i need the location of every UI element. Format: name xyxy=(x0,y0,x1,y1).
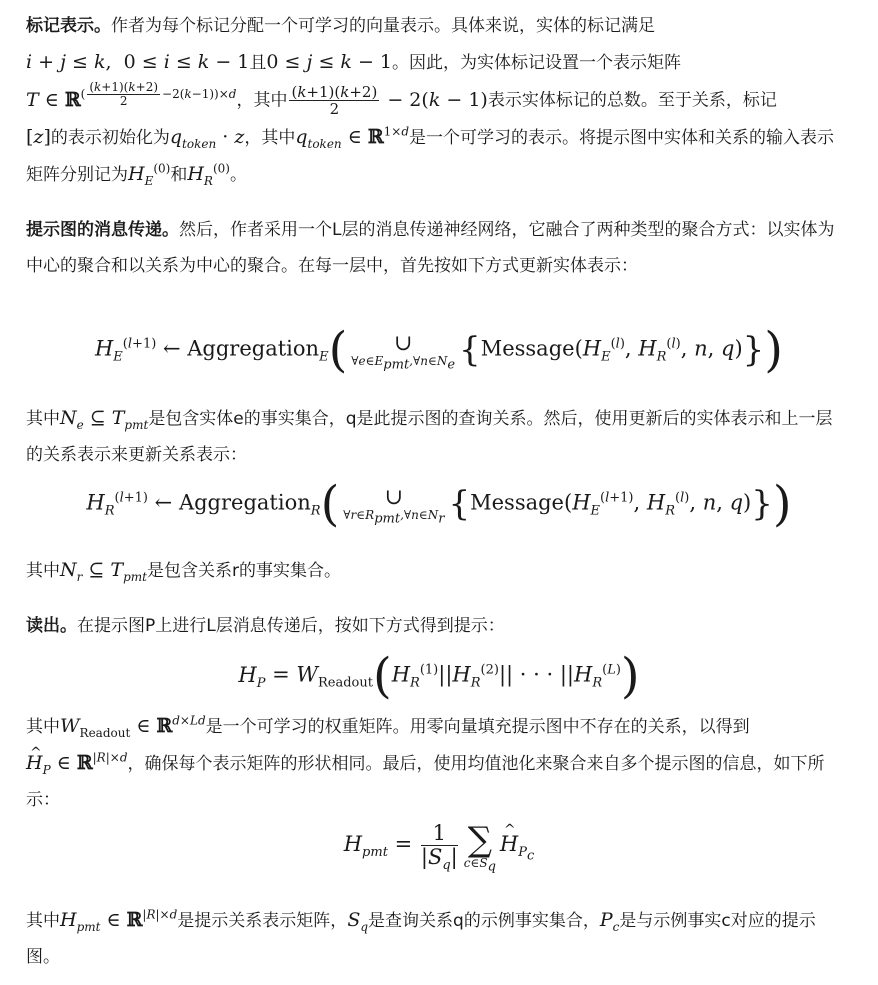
text: 是提示关系表示矩阵， xyxy=(177,911,348,931)
text: 是查询关系q的示例事实集合， xyxy=(368,911,600,931)
message-label: Message xyxy=(470,490,564,515)
text: 其中 xyxy=(26,717,60,737)
entity-set-paragraph xyxy=(26,400,846,473)
text: 是一个可学习的权重矩阵。用零向量填充提示图中不存在的关系，以得到 xyxy=(205,717,750,737)
math-inline: $N_r$ ⊆ $T_{pmt}$ xyxy=(60,559,147,584)
math-inline: T ∈ ℝ$^{( \frac{(k+1)(k+2)}{2} -2(k-1))\times d}$ xyxy=(26,80,237,111)
math-inline: i + j ≤ k, 0 ≤ i ≤ k − 1 xyxy=(26,51,250,73)
text: 和 xyxy=(170,164,188,185)
math-inline: $S_q$ xyxy=(347,909,369,934)
text: 是包含实体e的事实集合，q是此提示图的查询关系。然后，使用更新后的实体表示和上一层的关系表示来更新关系表示： xyxy=(26,409,833,465)
math-inline: $H_E^{(0)}$ xyxy=(128,161,171,188)
math-inline: $H_R^{(0)}$ xyxy=(187,161,230,188)
math-inline: $H_{pmt}$ ∈ ℝ$^{|R|\times d}$ xyxy=(60,907,178,934)
text: 然后，作者采用一个L层的消息传递神经网络，它融合了两种类型的聚合方式：以实体为中心的聚合和以关系为中心的聚合。在每一层中，首先按如下方式更新实体表示： xyxy=(26,220,835,276)
equation-relation-update: $H_R^{(l+1)}$ ← Aggregation$_R$( ∪ $\forall r\in R_{pmt},\forall n\in N_r$ {$Message(H_E^{(l+1)}$, $H_R^{(l)}$, n, q)}) xyxy=(86,476,792,532)
text: 其中 xyxy=(26,911,60,931)
equation-pooling: $H_{pmt}$ = $\frac{1}{|S_q|}$ ∑ $c\in S_q$ ^ $H_{P_c}$ xyxy=(0,822,878,869)
text: 是一个可学习的表示。将提示图中实体和关系的输入表示矩阵分别记为 xyxy=(26,127,834,185)
readout-heading: 读出。 xyxy=(26,616,77,636)
aggregation-label: Aggregation xyxy=(178,490,311,515)
math-inline: $W_{Readout}$ ∈ ℝ$^{d\times Ld}$ xyxy=(60,713,206,740)
union-op: ∪ xyxy=(384,485,404,510)
text: 。 xyxy=(229,164,247,185)
text: ，确保每个表示矩阵的形状相同。最后，使用均值池化来聚合来自多个提示图的信息，如下所示： xyxy=(26,754,825,810)
text: 。因此，为实体标记设置一个表示矩阵 xyxy=(392,53,682,73)
pooling-paragraph xyxy=(26,902,846,975)
equation-readout: $H_P = W_{Readout}(H_R^{(1)}||H_R^{(2)}||$ · · · $||H_R^{(L)}$) xyxy=(238,648,640,704)
aggregation-label: Aggregation xyxy=(187,336,320,361)
text: 且 xyxy=(249,53,267,73)
text: 在提示图P上进行L层消息传递后，按如下方式得到提示： xyxy=(77,616,505,636)
text: 表示实体标记的总数。至于关系，标记 xyxy=(487,90,777,111)
union-limit: ∀r∈R xyxy=(343,508,375,522)
message-label: Message xyxy=(480,336,575,361)
union-limit: ∀e∈E xyxy=(351,354,384,368)
math-inline: $q_{token}$ ∈ ℝ$^{1\times d}$ xyxy=(295,124,409,151)
math-inline: $q_{token} \cdot z$ xyxy=(169,125,245,151)
text: 其中 xyxy=(26,409,60,429)
text: 作者为每个标记分配一个可学习的向量表示。具体来说，实体的标记满足 xyxy=(111,16,655,36)
readout-subscript: Readout xyxy=(317,675,373,691)
relation-set-paragraph xyxy=(26,552,846,589)
union-op: ∪ xyxy=(393,331,413,356)
text: 是包含关系r的事实集合。 xyxy=(146,561,341,581)
text: ，其中 xyxy=(236,90,288,111)
math-inline: ^ $H_P$ ∈ ℝ$^{|R|\times d}$ xyxy=(26,752,128,774)
message-heading: 提示图的消息传递。 xyxy=(26,220,179,240)
token-heading: 标记表示。 xyxy=(26,16,111,36)
weight-paragraph xyxy=(26,708,846,818)
readout-paragraph xyxy=(26,608,846,644)
text: ，其中 xyxy=(244,127,296,148)
sum-op: ∑ xyxy=(467,819,492,860)
math-inline: $N_e$ ⊆ $T_{pmt}$ xyxy=(60,407,149,432)
equation-entity-update: $H_E^{(l+1)}$ ← Aggregation$_E$( ∪ $\forall e\in E_{pmt},\forall n\in N_e$ {$Message(H_E^{(l)}$, $H_R^{(l)}$, n, q)}) xyxy=(94,322,784,378)
message-paragraph xyxy=(26,212,846,284)
math-inline: $\frac{(k+1)(k+2)}{2}$ − 2(k − 1) xyxy=(291,82,488,119)
math-inline: [z] xyxy=(26,125,51,148)
text: 是与示例事实c对应的提示图。 xyxy=(26,911,816,967)
token-paragraph xyxy=(26,8,846,193)
text: 的表示初始化为 xyxy=(50,127,170,148)
text: 其中 xyxy=(26,561,60,581)
math-inline: 0 ≤ j ≤ k − 1 xyxy=(266,51,393,73)
math-inline: $P_c$ xyxy=(599,909,620,934)
